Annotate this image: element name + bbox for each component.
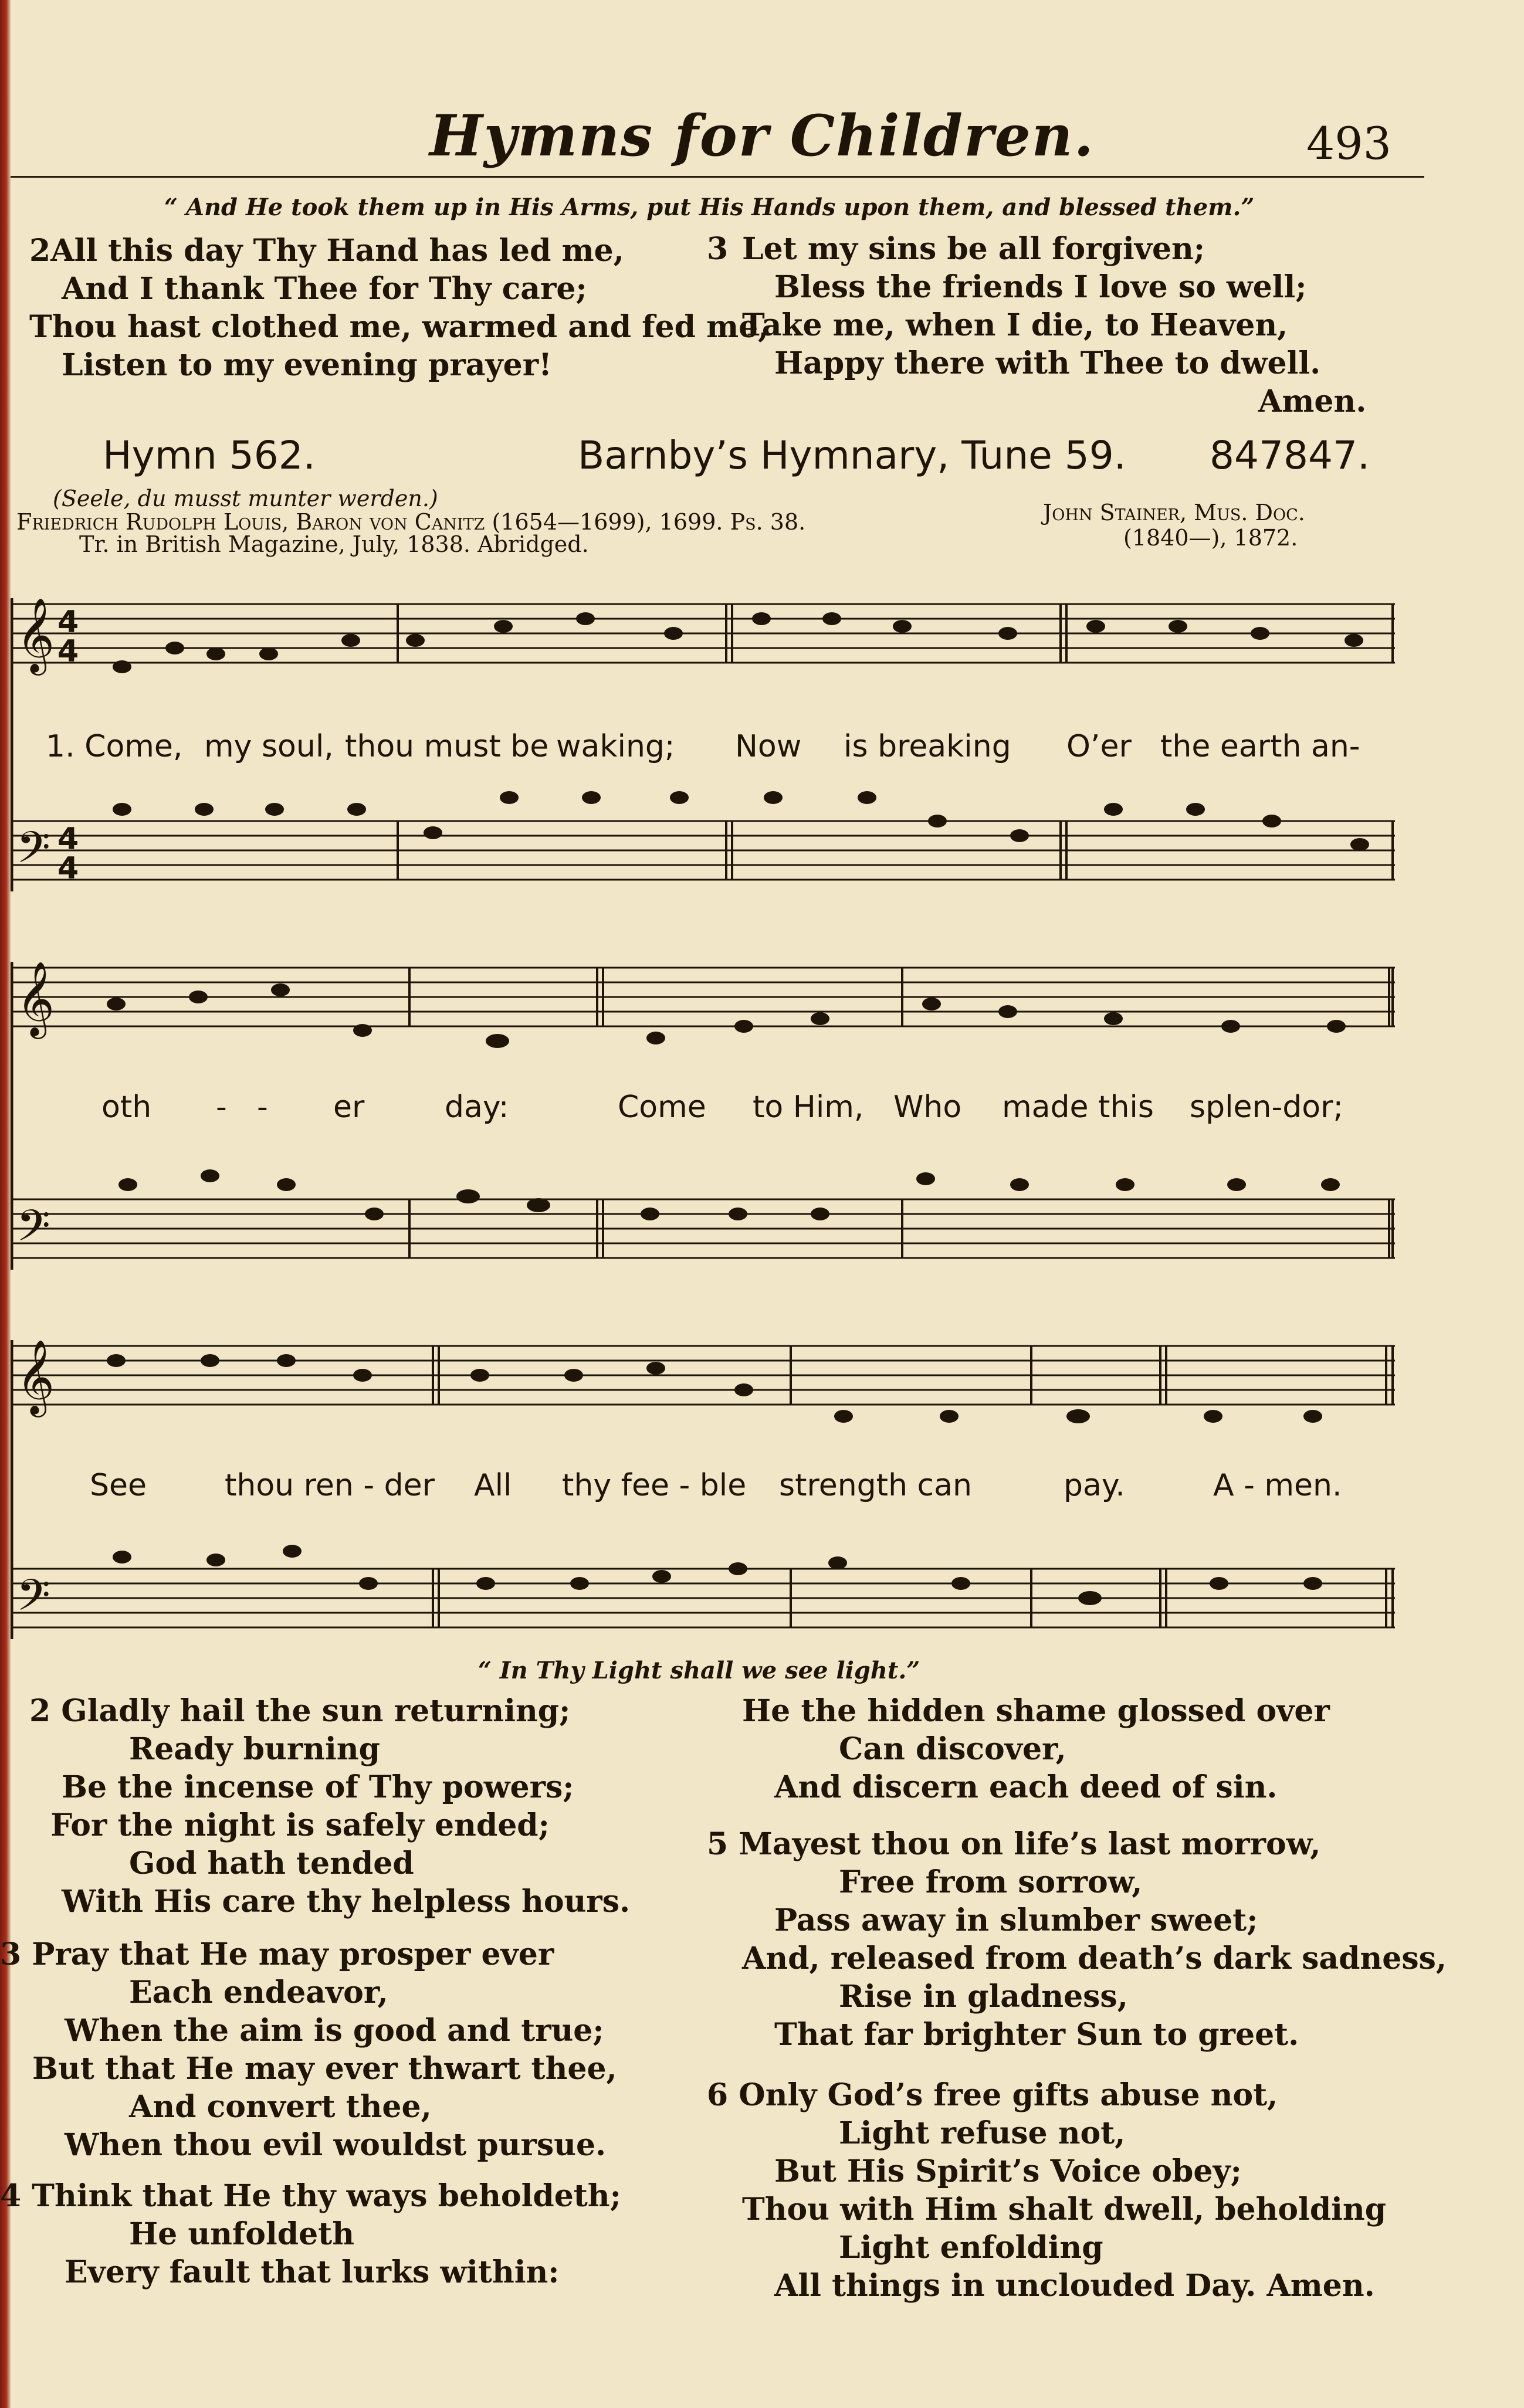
translation-credit: Tr. in British Magazine, July, 1838. Abridged. [79, 531, 589, 557]
treble-clef-icon: 𝄞 [16, 961, 55, 1036]
lyric-syllable: strength can [779, 1468, 972, 1503]
verse-line-text: Bless the friends I love so well; [774, 269, 1307, 305]
composer-dates: (1840—), 1872. [1123, 525, 1298, 551]
verse-line [0, 1935, 617, 1973]
verse-line [707, 268, 1320, 306]
lyrics-row-1 [46, 729, 1360, 764]
prev-hymn-amen: Amen. [1258, 384, 1367, 419]
verse-line [29, 1692, 630, 1730]
verse-line-text: When thou evil wouldst pursue. [65, 2127, 607, 2163]
verse-line [707, 2267, 1386, 2305]
lyric-syllable: O’er [1066, 729, 1132, 764]
lyric-syllable: 1. Come, [46, 729, 183, 764]
lyric-syllable: A - men. [1213, 1468, 1342, 1503]
verse-line [707, 2114, 1386, 2152]
verse-line [707, 306, 1320, 344]
lyric-syllable: thou ren - der [225, 1468, 435, 1503]
verse-line-text: Rise in gladness, [839, 1979, 1128, 2014]
verse-line [707, 1901, 1447, 1939]
svg-text:4: 4 [57, 822, 79, 857]
verse-line [0, 2126, 617, 2164]
verse-line-text: Pass away in slumber sweet; [774, 1902, 1258, 1938]
prev-verse-3 [707, 230, 1320, 382]
svg-text:4: 4 [57, 634, 79, 669]
verse-line-text: Think that He thy ways beholdeth; [32, 2178, 621, 2214]
verse-line [29, 1806, 630, 1844]
meter: 847847. [1210, 433, 1370, 478]
verse-line-text: Happy there with Thee to dwell. [774, 345, 1321, 381]
verse-line-text: Every fault that lurks within: [65, 2254, 560, 2290]
prev-verse-2-lines [29, 232, 768, 384]
verse-line-text: For the night is safely ended; [50, 1807, 550, 1843]
verse-line-text: When the aim is good and true; [65, 2013, 604, 2049]
verse-line-text: Gladly hail the sun returning; [61, 1693, 571, 1729]
verse-line [707, 344, 1320, 382]
verse-line [29, 270, 768, 308]
score-system-2-svg [11, 938, 1395, 1302]
top-quote: “ And He took them up in His Arms, put His Hands upon them, and blessed them.” [164, 194, 1255, 221]
lyric-syllable: Who [893, 1090, 962, 1125]
verse-line-text: And, released from death’s dark sadness, [742, 1941, 1447, 1976]
treble-staff-lines [11, 1346, 1395, 1405]
verse-line [707, 2016, 1447, 2054]
lyric-syllable: thy fee - ble [562, 1468, 747, 1503]
verse-line-text: Thou hast clothed me, warmed and fed me, [29, 309, 769, 345]
verse-line [0, 2050, 617, 2088]
lyrics-row-2 [101, 1090, 1343, 1125]
lyric-syllable: made this [1002, 1090, 1154, 1125]
verse-line [0, 1973, 617, 2012]
verse-line-text: He the hidden shame glossed over [742, 1693, 1330, 1729]
verse-number: 6 [707, 2077, 729, 2113]
verse-5 [707, 1825, 1447, 2054]
verse-line-text: He unfoldeth [129, 2216, 355, 2252]
verse-line-text: Light enfolding [839, 2230, 1103, 2265]
verse-line-text: With His care thy helpless hours. [62, 1884, 631, 1919]
verse-line-text: Be the incense of Thy powers; [62, 1769, 574, 1805]
lyric-syllable: splen-dor; [1190, 1090, 1343, 1125]
lyric-syllable: waking; [556, 729, 675, 764]
verse-line [742, 1730, 1330, 1768]
verse-line [29, 1768, 630, 1806]
verse-line [29, 1883, 630, 1921]
verse-line [707, 1939, 1447, 1978]
verse-line [29, 232, 768, 270]
bottom-quote: “ In Thy Light shall we see light.” [478, 1657, 920, 1684]
lyric-syllable: to Him, [753, 1090, 864, 1125]
svg-text:4: 4 [57, 851, 79, 886]
tune-reference: Barnby’s Hymnary, Tune 59. [578, 433, 1126, 478]
verse-line-text: Can discover, [839, 1731, 1066, 1767]
verse-4-continued [742, 1692, 1330, 1806]
svg-text:4: 4 [57, 605, 79, 640]
lyric-syllable: thou must be [345, 729, 549, 764]
verse-line [707, 230, 1320, 268]
verse-number: 5 [707, 1826, 729, 1862]
score-system-1-svg [11, 575, 1395, 927]
header-rule [11, 176, 1424, 178]
treble-staff-lines [11, 968, 1395, 1026]
verse-line [0, 2012, 617, 2050]
verse-line-text: And discern each deed of sin. [774, 1769, 1278, 1805]
verse-line [742, 1768, 1330, 1806]
verse-line-text: Ready burning [129, 1731, 380, 1767]
running-title: Hymns for Children. [429, 103, 1095, 169]
verse-line [0, 2253, 621, 2291]
verse-6 [707, 2076, 1386, 2305]
music-system-2 [11, 938, 1395, 1302]
bass-staff-lines [11, 1569, 1395, 1627]
verse-line [29, 1844, 630, 1883]
verse-line [742, 1692, 1330, 1730]
lyric-syllable: day: [445, 1090, 509, 1125]
author-credit: Friedrich Rudolph Louis, Baron von Canitz (1654—1699), 1699. Ps. 38. [16, 509, 806, 535]
score-system-3-svg [11, 1317, 1395, 1668]
verse-line-text: And convert thee, [129, 2089, 432, 2125]
verse-line [29, 308, 768, 346]
bass-clef-icon: 𝄢 [16, 1200, 50, 1262]
verse-line-text: Let my sins be all forgiven; [742, 231, 1205, 267]
verse-line-text: All this day Thy Hand has led me, [50, 233, 624, 269]
lyric-syllable: Come [618, 1090, 706, 1125]
verse-line-text: Thou with Him shalt dwell, beholding [742, 2192, 1387, 2227]
music-system-3 [11, 1317, 1395, 1668]
verse-line-text: Mayest thou on life’s last morrow, [739, 1826, 1321, 1862]
lyric-syllable: my soul, [204, 729, 334, 764]
verse-number: 2 [29, 233, 51, 269]
verse-line [707, 2076, 1386, 2114]
verse-line [707, 1863, 1447, 1901]
lyrics-row-3 [90, 1468, 1342, 1503]
composer-credit: John Stainer, Mus. Doc. [1043, 500, 1305, 525]
verse-line-text: Light refuse not, [839, 2115, 1126, 2151]
lyric-syllable: Now [735, 729, 802, 764]
lyric-syllable: - [216, 1090, 227, 1125]
verse-line-text: God hath tended [129, 1846, 414, 1881]
lyric-syllable: the earth an- [1160, 729, 1360, 764]
verse-3 [0, 1935, 617, 2164]
verse-line [707, 2152, 1386, 2190]
verse-line [707, 2190, 1386, 2229]
verse-4 [0, 2177, 621, 2291]
treble-clef-icon: 𝄞 [16, 1339, 55, 1414]
verse-number: 3 [707, 231, 729, 267]
verse-line [29, 1730, 630, 1768]
lyric-syllable: oth [101, 1090, 152, 1125]
bass-staff-lines [11, 1199, 1395, 1258]
verse-line [0, 2215, 621, 2253]
verse-line [0, 2088, 617, 2126]
verse-2 [29, 1692, 630, 1921]
lyric-syllable: - [257, 1090, 268, 1125]
verse-number: 2 [29, 1693, 51, 1729]
verse-line-text: All things in unclouded Day. Amen. [774, 2268, 1375, 2304]
verse-line [0, 2177, 621, 2215]
lyric-syllable: er [333, 1090, 365, 1125]
original-title: (Seele, du musst munter werden.) [53, 486, 438, 511]
verse-line-text: Only God’s free gifts abuse not, [739, 2077, 1278, 2113]
verse-number: 3 [0, 1936, 22, 1972]
verse-line-text: And I thank Thee for Thy care; [62, 271, 587, 307]
verse-line-text: Pray that He may prosper ever [32, 1936, 554, 1972]
verse-line-text: That far brighter Sun to greet. [774, 2017, 1299, 2053]
verse-line-text: Each endeavor, [129, 1975, 388, 2010]
verse-line-text: But that He may ever thwart thee, [32, 2051, 617, 2087]
bass-clef-icon: 𝄢 [16, 1570, 50, 1632]
lyric-syllable: is breaking [844, 729, 1011, 764]
verse-line-text: Take me, when I die, to Heaven, [742, 307, 1288, 343]
treble-clef-icon: 𝄞 [16, 597, 55, 672]
verse-number: 4 [0, 2178, 22, 2214]
verse-line [707, 2229, 1386, 2267]
verse-line [707, 1825, 1447, 1863]
verse-line-text: But His Spirit’s Voice obey; [774, 2153, 1242, 2189]
lyric-syllable: See [90, 1468, 147, 1503]
bass-staff-lines [11, 821, 1395, 880]
verse-line [707, 1978, 1447, 2016]
bass-clef-icon: 𝄢 [16, 822, 50, 884]
page-number: 493 [1306, 117, 1391, 169]
music-system-1 [11, 575, 1395, 927]
lyric-syllable: All [474, 1468, 512, 1503]
lyric-syllable: pay. [1064, 1468, 1125, 1503]
verse-line-text: Free from sorrow, [839, 1864, 1143, 1900]
verse-line-text: Listen to my evening prayer! [62, 347, 552, 383]
hymn-number: Hymn 562. [103, 433, 316, 478]
verse-line [29, 346, 768, 384]
